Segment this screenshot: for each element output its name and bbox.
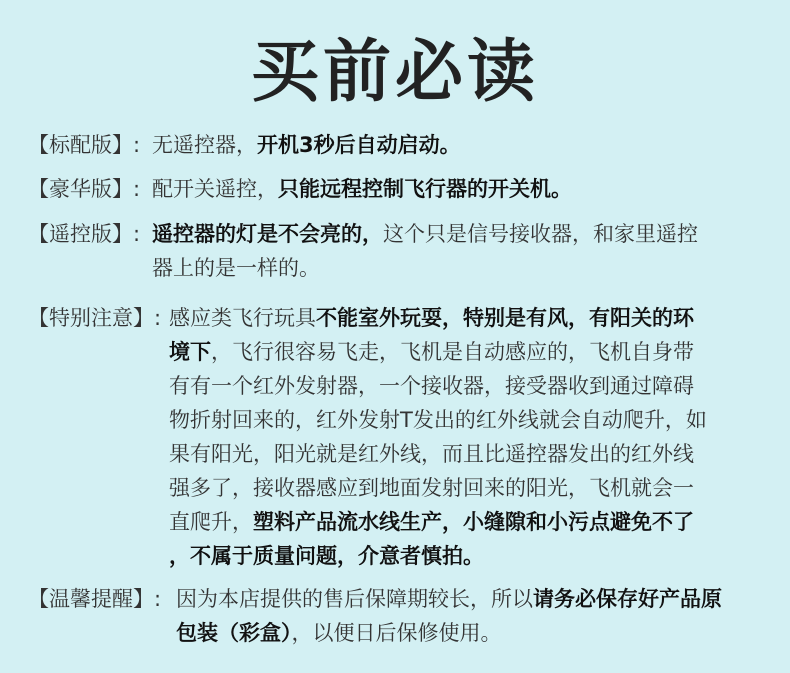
section-line [169,371,694,402]
section-line [169,303,694,334]
section-line [176,618,502,649]
text-normal: ，以便日后保修使用。 [291,621,502,645]
section-line [152,130,461,161]
section-line [169,507,694,538]
text-normal: 因为本店提供的售后保障期较长，所以 [176,587,533,611]
text-normal: 配开关遥控， [152,177,278,201]
section-label: 【标配版】: [28,133,141,157]
text-bold: ，不属于质量问题，介意者慎拍。 [169,544,484,568]
section-line [169,337,694,368]
text-normal: 果有阳光，阳光就是红外线，而且比遥控器发出的红外线 [169,442,694,466]
section-line [169,439,694,470]
text-normal: 有有一个红外发射器，一个接收器，接受器收到通过障碍 [169,374,694,398]
text-bold: 境下 [169,340,211,364]
text-normal: 器上的是一样的。 [152,256,320,280]
text-normal: ，飞行很容易飞走，飞机是自动感应的，飞机自身带 [211,340,694,364]
section-line [169,473,694,504]
text-bold: 不能室外玩耍，特别是有风，有阳关的环 [316,306,694,330]
section-label: 【温馨提醒】: [28,587,162,611]
text-bold: 遥控器的灯是不会亮的， [152,222,383,246]
text-bold: 塑料产品流水线生产，小缝隙和小污点避免不了 [253,510,694,534]
section-label: 【遥控版】: [28,222,141,246]
section-line [152,174,572,205]
section-line [169,405,707,436]
text-normal: 物折射回来的，红外发射T发出的红外线就会自动爬升，如 [169,408,707,432]
section-line [169,541,484,572]
text-bold: 只能远程控制飞行器的开关机。 [278,177,572,201]
text-bold: 请务必保存好产品原 [533,587,722,611]
text-normal: 强多了，接收器感应到地面发射回来的阳光，飞机就会一 [169,476,694,500]
section-line [152,253,320,284]
section-label: 【特别注意】: [28,306,162,330]
section-label: 【豪华版】: [28,177,141,201]
text-normal: 无遥控器， [152,133,257,157]
section-line [176,584,722,615]
section-line [152,219,698,250]
text-bold: 开机3秒后自动启动。 [257,133,461,157]
page-title: 买前必读 [250,33,539,112]
text-normal: 这个只是信号接收器，和家里遥控 [383,222,698,246]
text-normal: 直爬升， [169,510,253,534]
text-normal: 感应类飞行玩具 [169,306,316,330]
text-bold: 包装（彩盒） [176,621,292,645]
